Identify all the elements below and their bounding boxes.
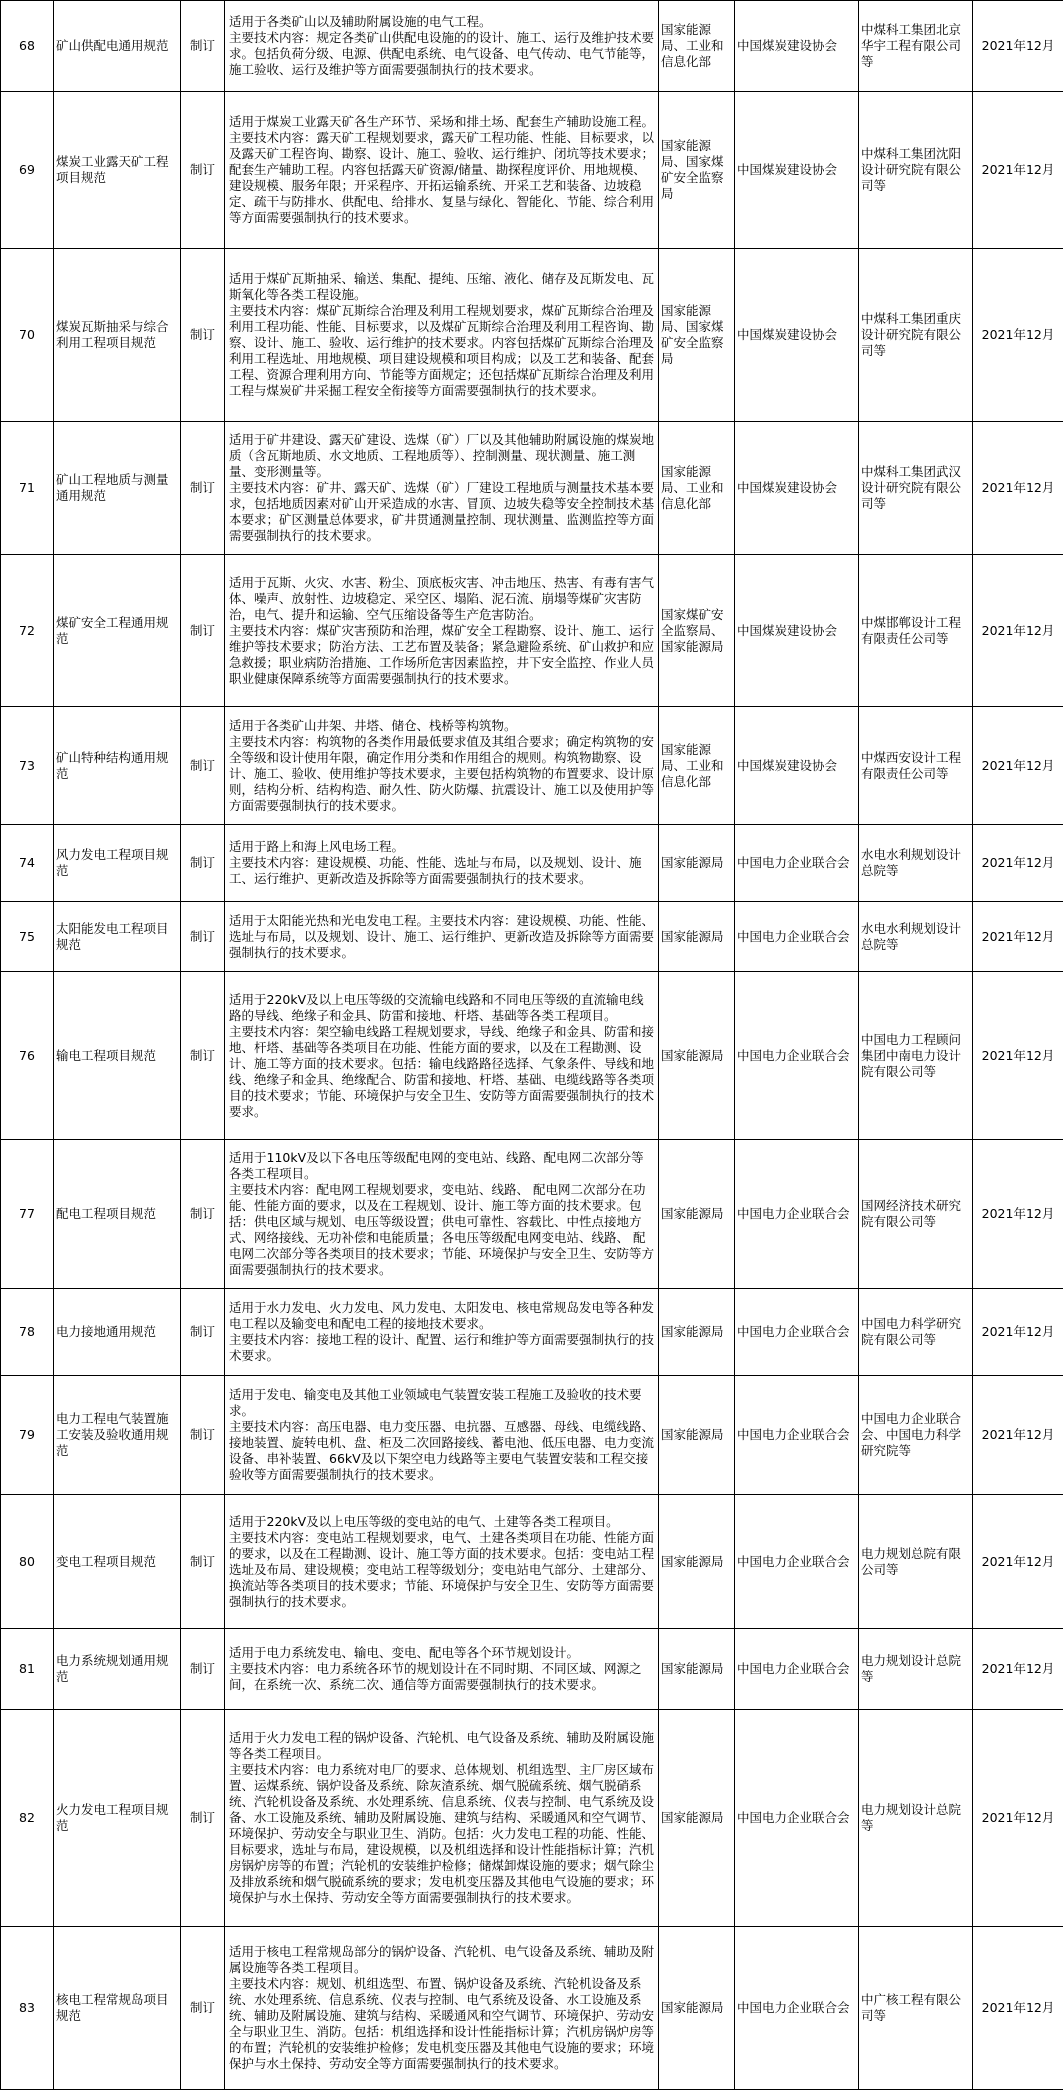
table-row (1, 1376, 1063, 1495)
table-row (1, 1289, 1063, 1376)
completion-date: 2021年12月 (973, 555, 1063, 707)
completion-date: 2021年12月 (973, 422, 1063, 555)
table-row (1, 1629, 1063, 1710)
table-row (1, 972, 1063, 1140)
completion-date: 2021年12月 (973, 1289, 1063, 1376)
table-row (1, 902, 1063, 972)
technical-content: 适用于太阳能光热和光电发电工程。主要技术内容：建设规模、功能、性能、选址与布局，以及规划、设计、施工、运行维护、更新改造及拆除等方面需要强制执行的技术要求。 (225, 902, 659, 972)
technical-content: 适用于路上和海上风电场工程。 主要技术内容：建设规模、功能、性能、选址与布局，以及规划、设计、施工、运行维护、更新改造及拆除等方面需要强制执行的技术要求。 (225, 825, 659, 902)
drafting-unit: 电力规划设计总院等 (859, 1629, 973, 1710)
standard-name: 火力发电工程项目规范 (54, 1710, 181, 1927)
competent-department: 国家能源局、工业和信息化部 (659, 707, 735, 825)
table-row (1, 1927, 1063, 2090)
technical-content: 适用于各类矿山井架、井塔、储仓、栈桥等构筑物。 主要技术内容：构筑物的各类作用最低要求值及其组合要求；确定构筑物的安全等级和设计使用年限，确定作用分类和作用组合的规则。构筑物勘察、设计、施工、验收、使用维护等技术要求，主要包括构筑物的布置要求、设计原则，结构分析、结构构造、耐久性、防火防爆、抗震设计、施工以及使用护等方面需要强制执行的技术要求。 (225, 707, 659, 825)
drafting-unit: 水电水利规划设计总院等 (859, 902, 973, 972)
completion-date: 2021年12月 (973, 902, 1063, 972)
technical-content: 适用于煤矿瓦斯抽采、输送、集配、提纯、压缩、液化、储存及瓦斯发电、瓦斯氧化等各类工程设施。 主要技术内容：煤矿瓦斯综合治理及利用工程规划要求，煤矿瓦斯综合治理及利用工程功能、性能、目标要求，以及煤矿瓦斯综合治理及利用工程咨询、勘察、设计、施工、验收、运行维护的技术要求。内容包括煤矿瓦斯综合治理及利用工程选址、用地规模、项目建设规模和项目构成；以及工艺和装备、配套工程、资源合理利用方向、节能等方面规定；还包括煤矿瓦斯综合治理及利用工程与煤炭矿井采掘工程安全衔接等方面需要强制执行的技术要求。 (225, 249, 659, 422)
standard-name: 核电工程常规岛项目规范 (54, 1927, 181, 2090)
organizing-unit: 中国煤炭建设协会 (735, 249, 859, 422)
row-number: 83 (1, 1927, 54, 2090)
competent-department: 国家能源局、国家煤矿安全监察局 (659, 249, 735, 422)
competent-department: 国家能源局 (659, 1376, 735, 1495)
competent-department: 国家能源局 (659, 1629, 735, 1710)
technical-content: 适用于220kV及以上电压等级的变电站的电气、土建等各类工程项目。 主要技术内容：变电站工程规划要求，电气、土建各类项目在功能、性能方面的要求，以及在工程勘测、设计、施工等方面的技术要求。包括：变电站工程选址及布局、建设规模；变电站工程等级划分；变电站电气部分、土建部分、换流站等各类项目的技术要求；节能、环境保护与安全卫生、安防等方面需要强制执行的技术要求。 (225, 1495, 659, 1629)
technical-content: 适用于煤炭工业露天矿各生产环节、采场和排土场、配套生产辅助设施工程。 主要技术内容：露天矿工程规划要求，露天矿工程功能、性能、目标要求，以及露天矿工程咨询、勘察、设计、施工、验收、运行维护、闭坑等技术要求；配套生产辅助工程。内容包括露天矿资源/储量、勘探程度评价、用地规模、建设规模、服务年限；开采程序、开拓运输系统、开采工艺和装备、边坡稳定、疏干与防排水、供配电、给排水、复垦与绿化、智能化、节能、综合利用等方面需要强制执行的技术要求。 (225, 92, 659, 249)
competent-department: 国家能源局 (659, 1927, 735, 2090)
drafting-unit: 电力规划总院有限公司等 (859, 1495, 973, 1629)
table-row (1, 1710, 1063, 1927)
row-number: 79 (1, 1376, 54, 1495)
standard-name: 煤炭瓦斯抽采与综合利用工程项目规范 (54, 249, 181, 422)
completion-date: 2021年12月 (973, 1140, 1063, 1289)
organizing-unit: 中国电力企业联合会 (735, 1140, 859, 1289)
completion-date: 2021年12月 (973, 707, 1063, 825)
drafting-unit: 水电水利规划设计总院等 (859, 825, 973, 902)
organizing-unit: 中国煤炭建设协会 (735, 707, 859, 825)
organizing-unit: 中国煤炭建设协会 (735, 1, 859, 92)
row-number: 74 (1, 825, 54, 902)
completion-date: 2021年12月 (973, 825, 1063, 902)
row-number: 72 (1, 555, 54, 707)
organizing-unit: 中国电力企业联合会 (735, 1376, 859, 1495)
table-row (1, 1, 1063, 92)
competent-department: 国家煤矿安全监察局、国家能源局 (659, 555, 735, 707)
technical-content: 适用于各类矿山以及辅助附属设施的电气工程。 主要技术内容：规定各类矿山供配电设施的的设计、施工、运行及维护技术要求。包括负荷分级、电源、供配电系统、电气设备、电气传动、电气节能等，施工验收、运行及维护等方面需要强制执行的技术要求。 (225, 1, 659, 92)
work-type: 制订 (181, 1629, 225, 1710)
standard-name: 风力发电工程项目规范 (54, 825, 181, 902)
standard-name: 矿山特种结构通用规范 (54, 707, 181, 825)
drafting-unit: 中国电力工程顾问集团中南电力设计院有限公司等 (859, 972, 973, 1140)
work-type: 制订 (181, 555, 225, 707)
competent-department: 国家能源局、工业和信息化部 (659, 1, 735, 92)
work-type: 制订 (181, 422, 225, 555)
competent-department: 国家能源局 (659, 1140, 735, 1289)
row-number: 82 (1, 1710, 54, 1927)
organizing-unit: 中国电力企业联合会 (735, 1710, 859, 1927)
work-type: 制订 (181, 1927, 225, 2090)
work-type: 制订 (181, 1710, 225, 1927)
drafting-unit: 中煤科工集团武汉设计研究院有限公司等 (859, 422, 973, 555)
competent-department: 国家能源局 (659, 902, 735, 972)
completion-date: 2021年12月 (973, 1927, 1063, 2090)
technical-content: 适用于电力系统发电、输电、变电、配电等各个环节规划设计。 主要技术内容：电力系统各环节的规划设计在不同时期、不同区域、网源之间，在系统一次、系统二次、通信等方面需要强制执行的技术要求。 (225, 1629, 659, 1710)
standard-name: 矿山供配电通用规范 (54, 1, 181, 92)
row-number: 69 (1, 92, 54, 249)
standard-name: 太阳能发电工程项目规范 (54, 902, 181, 972)
row-number: 80 (1, 1495, 54, 1629)
drafting-unit: 中国电力企业联合会、中国电力科学研究院等 (859, 1376, 973, 1495)
table-row (1, 1495, 1063, 1629)
organizing-unit: 中国电力企业联合会 (735, 1629, 859, 1710)
work-type: 制订 (181, 249, 225, 422)
organizing-unit: 中国电力企业联合会 (735, 1495, 859, 1629)
table-row (1, 707, 1063, 825)
standard-name: 煤矿安全工程通用规范 (54, 555, 181, 707)
drafting-unit: 中国电力科学研究院有限公司等 (859, 1289, 973, 1376)
drafting-unit: 中煤西安设计工程有限责任公司等 (859, 707, 973, 825)
technical-content: 适用于水力发电、火力发电、风力发电、太阳发电、核电常规岛发电等各种发电工程以及输变电和配电工程的接地技术要求。 主要技术内容：接地工程的设计、配置、运行和维护等方面需要强制执行的技术要求。 (225, 1289, 659, 1376)
row-number: 77 (1, 1140, 54, 1289)
technical-content: 适用于发电、输变电及其他工业领域电气装置安装工程施工及验收的技术要求。 主要技术内容：高压电器、电力变压器、电抗器、互感器、母线、电缆线路、接地装置、旋转电机、盘、柜及二次回路接线、蓄电池、低压电器、电力变流设备、串补装置、66kV及以下架空电力线路等主要电气装置安装和工程交接验收等方面需要强制执行的技术要求。 (225, 1376, 659, 1495)
table-row (1, 422, 1063, 555)
drafting-unit: 中广核工程有限公司等 (859, 1927, 973, 2090)
completion-date: 2021年12月 (973, 972, 1063, 1140)
row-number: 71 (1, 422, 54, 555)
technical-content: 适用于瓦斯、火灾、水害、粉尘、顶底板灾害、冲击地压、热害、有毒有害气体、噪声、放射性、边坡稳定、采空区、塌陷、泥石流、崩塌等煤矿灾害防治，电气、提升和运输、空气压缩设备等生产危害防治。 主要技术内容：煤矿灾害预防和治理，煤矿安全工程勘察、设计、施工、运行维护等技术要求；防治方法、工艺布置及装备；紧急避险系统、矿山救护和应急救援；职业病防治措施、工作场所危害因素监控，井下安全监控、作业人员职业健康保障系统等方面需要强制执行的技术要求。 (225, 555, 659, 707)
standard-name: 电力接地通用规范 (54, 1289, 181, 1376)
completion-date: 2021年12月 (973, 1710, 1063, 1927)
work-type: 制订 (181, 1, 225, 92)
organizing-unit: 中国电力企业联合会 (735, 902, 859, 972)
technical-content: 适用于核电工程常规岛部分的锅炉设备、汽轮机、电气设备及系统、辅助及附属设施等各类工程项目。 主要技术内容：规划、机组选型、布置、锅炉设备及系统、汽轮机设备及系统、水处理系统、信息系统、仪表与控制、电气系统及设备、水工设施及系统、辅助及附属设施、建筑与结构、采暖通风和空气调节、环境保护、劳动安全与职业卫生、消防。包括：机组选择和设计性能指标计算；汽机房锅炉房等的布置；汽轮机的安装维护检修；发电机变压器及其他电气设施的要求；环境保护与水土保持、劳动安全等方面需要强制执行的技术要求。 (225, 1927, 659, 2090)
organizing-unit: 中国煤炭建设协会 (735, 422, 859, 555)
row-number: 78 (1, 1289, 54, 1376)
technical-content: 适用于220kV及以上电压等级的交流输电线路和不同电压等级的直流输电线路的导线、绝缘子和金具、防雷和接地、杆塔、基础等各类工程项目。 主要技术内容：架空输电线路工程规划要求，导线、绝缘子和金具、防雷和接地、杆塔、基础等各类项目在功能、性能方面的要求，以及在工程勘测、设计、施工等方面的技术要求。包括：输电线路路径选择、气象条件、导线和地线、绝缘子和金具、绝缘配合、防雷和接地、杆塔、基础、电缆线路等各类项目的技术要求；节能、环境保护与安全卫生、安防等方面需要强制执行的技术要求。 (225, 972, 659, 1140)
organizing-unit: 中国电力企业联合会 (735, 972, 859, 1140)
table-row (1, 249, 1063, 422)
drafting-unit: 中煤科工集团重庆设计研究院有限公司等 (859, 249, 973, 422)
table-row (1, 555, 1063, 707)
drafting-unit: 电力规划设计总院等 (859, 1710, 973, 1927)
standard-name: 电力系统规划通用规范 (54, 1629, 181, 1710)
row-number: 76 (1, 972, 54, 1140)
technical-content: 适用于110kV及以下各电压等级配电网的变电站、线路、配电网二次部分等各类工程项目。 主要技术内容：配电网工程规划要求，变电站、线路、 配电网二次部分在功能、性能方面的要求，以及在工程规划、设计、施工等方面的技术要求。包括：供电区域与规划、电压等级设置；供电可靠性、容载比、中性点接地方式、网络接线、无功补偿和电能质量；各电压等级配电网变电站、线路、 配电网二次部分等各类项目的技术要求；节能、环境保护与安全卫生、安防等方面需要强制执行的技术要求。 (225, 1140, 659, 1289)
standard-name: 电力工程电气装置施工安装及验收通用规范 (54, 1376, 181, 1495)
technical-content: 适用于矿井建设、露天矿建设、选煤（矿）厂以及其他辅助附属设施的煤炭地质（含瓦斯地质、水文地质、工程地质等）、控制测量、现状测量、施工测量、变形测量等。 主要技术内容：矿井、露天矿、选煤（矿）厂建设工程地质与测量技术基本要求，包括地质因素对矿山开采造成的水害、冒顶、边坡失稳等安全控制技术基本要求；矿区测量总体要求，矿井贯通测量控制、现状测量、监测监控等方面需要强制执行的技术要求。 (225, 422, 659, 555)
work-type: 制订 (181, 1495, 225, 1629)
table-row (1, 92, 1063, 249)
completion-date: 2021年12月 (973, 249, 1063, 422)
organizing-unit: 中国电力企业联合会 (735, 1927, 859, 2090)
row-number: 68 (1, 1, 54, 92)
technical-content: 适用于火力发电工程的锅炉设备、汽轮机、电气设备及系统、辅助及附属设施等各类工程项目。 主要技术内容：电力系统对电厂的要求、总体规划、机组选型、主厂房区域布置、运煤系统、锅炉设备及系统、除灰渣系统、烟气脱硫系统、烟气脱硝系统、汽轮机设备及系统、水处理系统、信息系统、仪表与控制、电气系统及设备、水工设施及系统、辅助及附属设施、建筑与结构、采暖通风和空气调节、环境保护、劳动安全与职业卫生、消防。包括：火力发电工程的功能、性能、目标要求，选址与布局，建设规模，以及机组选择和设计性能指标计算；汽机房锅炉房等的布置；汽轮机的安装维护检修；储煤卸煤设施的要求；烟气除尘及排放系统和烟气脱硫系统的要求；发电机变压器及其他电气设施的要求；环境保护与水土保持、劳动安全等方面需要强制执行的技术要求。 (225, 1710, 659, 1927)
row-number: 81 (1, 1629, 54, 1710)
standard-name: 配电工程项目规范 (54, 1140, 181, 1289)
competent-department: 国家能源局、工业和信息化部 (659, 422, 735, 555)
row-number: 75 (1, 902, 54, 972)
drafting-unit: 中煤科工集团沈阳设计研究院有限公司等 (859, 92, 973, 249)
competent-department: 国家能源局 (659, 1710, 735, 1927)
drafting-unit: 中煤邯郸设计工程有限责任公司等 (859, 555, 973, 707)
standard-name: 变电工程项目规范 (54, 1495, 181, 1629)
table-row (1, 825, 1063, 902)
competent-department: 国家能源局 (659, 825, 735, 902)
completion-date: 2021年12月 (973, 1, 1063, 92)
standard-name: 煤炭工业露天矿工程项目规范 (54, 92, 181, 249)
drafting-unit: 国网经济技术研究院有限公司等 (859, 1140, 973, 1289)
work-type: 制订 (181, 972, 225, 1140)
table-row (1, 1140, 1063, 1289)
standard-name: 输电工程项目规范 (54, 972, 181, 1140)
drafting-unit: 中煤科工集团北京华宇工程有限公司等 (859, 1, 973, 92)
work-type: 制订 (181, 1376, 225, 1495)
competent-department: 国家能源局 (659, 1495, 735, 1629)
organizing-unit: 中国电力企业联合会 (735, 825, 859, 902)
organizing-unit: 中国煤炭建设协会 (735, 92, 859, 249)
row-number: 73 (1, 707, 54, 825)
work-type: 制订 (181, 707, 225, 825)
work-type: 制订 (181, 1140, 225, 1289)
row-number: 70 (1, 249, 54, 422)
work-type: 制订 (181, 825, 225, 902)
work-type: 制订 (181, 92, 225, 249)
competent-department: 国家能源局 (659, 972, 735, 1140)
organizing-unit: 中国电力企业联合会 (735, 1289, 859, 1376)
organizing-unit: 中国煤炭建设协会 (735, 555, 859, 707)
competent-department: 国家能源局 (659, 1289, 735, 1376)
completion-date: 2021年12月 (973, 1376, 1063, 1495)
completion-date: 2021年12月 (973, 1629, 1063, 1710)
competent-department: 国家能源局、国家煤矿安全监察局 (659, 92, 735, 249)
standard-name: 矿山工程地质与测量通用规范 (54, 422, 181, 555)
work-type: 制订 (181, 1289, 225, 1376)
completion-date: 2021年12月 (973, 92, 1063, 249)
completion-date: 2021年12月 (973, 1495, 1063, 1629)
work-type: 制订 (181, 902, 225, 972)
